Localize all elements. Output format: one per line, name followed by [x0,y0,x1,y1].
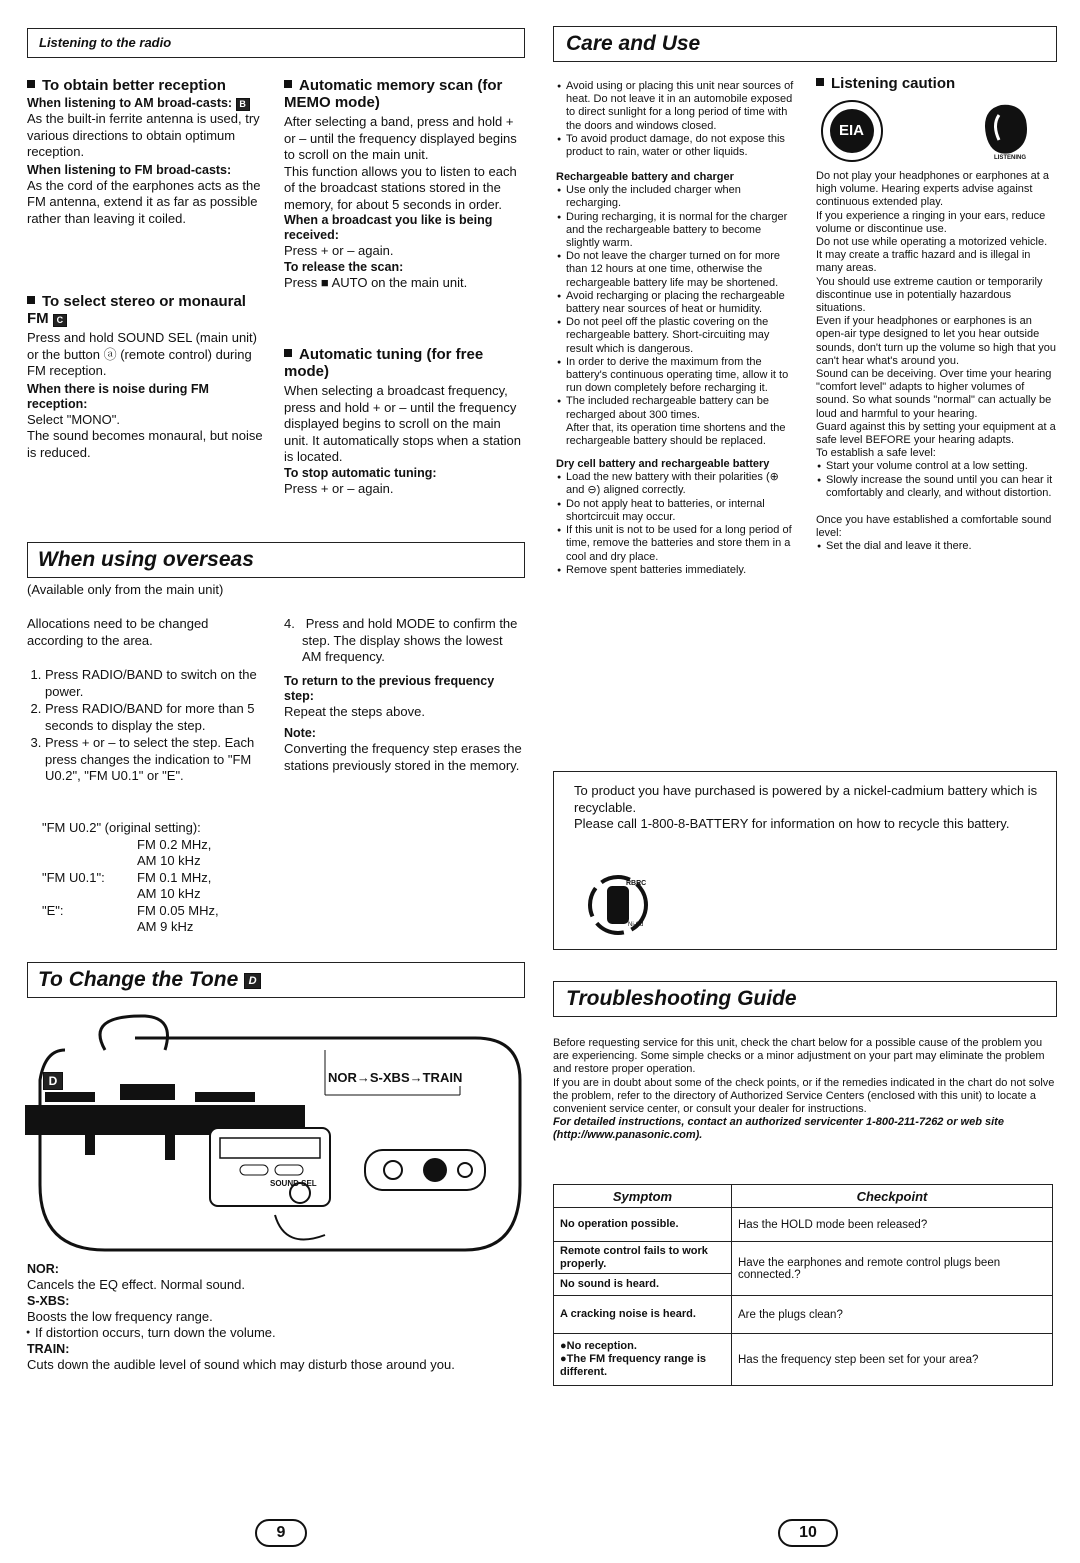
mark-d-icon: D [244,973,261,989]
battery-bullet: ● Avoid recharging or placing the rechargeable battery near sources of heat or humidity. [566,290,794,316]
tone-text [27,1262,527,1373]
rbrc-label: RBRC [626,880,647,887]
setting-am: AM 10 kHz [137,853,201,868]
overseas-right: 4. Press and hold MODE to confirm the step. The display shows the lowest AM frequency. To return to the previous frequency step: Repeat the steps above. Note: Converting the frequency step erases the stations previously stored in the memory. [284,616,522,773]
tone-sequence: NOR→S-XBS→TRAIN [328,1070,463,1085]
am-heading: When listening to AM broad-casts: [27,96,233,110]
setting-label: "FM U0.2" (original setting): [42,820,201,835]
caution-title: Listening caution [831,75,956,92]
battery-bullet: ● In order to derive the maximum from the battery's continuous operating time, allow it to run down completely before recharging it. [566,356,794,396]
trouble-header: Troubleshooting Guide [566,987,797,1010]
sxbs-label: S-XBS: [27,1293,70,1308]
mark-c-icon: C [53,314,67,327]
step-item: 3. Press + or – to select the step. Each press changes the indication to "FM U0.2", "FM U0.1" or "E". [45,735,265,785]
step-settings [42,820,267,936]
page-number-9: 9 [255,1519,307,1547]
care-bullet: ● Avoid using or placing this unit near sources of heat. Do not leave it in an automobile exposed to direct sunlight for a long period of time with the doors and windows closed. [566,80,794,133]
trouble-intro2: If you are in doubt about some of the check points, or if the remedies indicated in the chart do not solve the problem, refer to the directory of Authorized Service Centers (enclosed with this unit) to locate a convenient service center, or consult your dealer for instructions. [553,1076,1055,1116]
caution-para: Sound can be deceiving. Over time your hearing "comfort level" adapts to higher volumes of sound. So what sounds "normal" can actually be loud and harmful to your hearing. [816,368,1052,420]
like-heading: When a broadcast you like is being received: [284,213,493,242]
care-column [556,80,794,577]
nicd-label: Ni-Cd [628,922,644,928]
dry-bullet: ● Remove spent batteries immediately. [566,564,794,577]
caution-para: Do not play your headphones or earphones at a high volume. Hearing experts advise against continuous extended play. [816,170,1049,209]
sxbs-text: Boosts the low frequency range. [27,1308,213,1324]
battery-bullet: ● Do not peel off the plastic covering on the rechargeable battery. Short-circuiting may result which is dangerous. [566,316,794,356]
care-bullet: ● To avoid product damage, do not expose this product to rain, water or other liquids. [566,133,794,159]
setting-label: "E": [42,902,64,918]
trouble-intro1: Before requesting service for this unit, check the chart below for a possible cause of the problem you are experiencing. Some simple checks or a minor adjustment on your part may eliminate the problem and restore proper operation. [553,1037,1045,1076]
am-text: As the built-in ferrite antenna is used, try various directions to obtain optimum reception. [27,111,260,159]
fm-text: As the cord of the earphones acts as the FM antenna, extend it as far as possible rather than leaving it coiled. [27,177,261,226]
established-text: Once you have established a comfortable sound level: [816,514,1052,540]
nor-text: Cancels the EQ effect. Normal sound. [27,1277,245,1292]
diagram-mark-d-icon: D [43,1072,63,1090]
sxbs-bullet: ● If distortion occurs, turn down the volume. [35,1325,527,1342]
setting-fm: FM 0.2 MHz, [137,836,212,852]
note-heading: Note: [284,726,316,740]
memo-text1: After selecting a band, press and hold + or – until the frequency displayed begins to scroll on the main unit. [284,114,517,162]
dry-heading: Dry cell battery and rechargeable battery [556,458,770,471]
symptom-cell: A cracking noise is heard. [554,1296,732,1334]
caution-para: Do not use while operating a motorized vehicle. It may create a traffic hazard and is illegal in many areas. [816,236,1048,275]
reception-section [27,77,263,227]
dry-bullet: ● Do not apply heat to batteries, or internal shortcircuit may occur. [566,498,794,524]
listening-logo: LISTENING [994,155,1027,161]
caution-para: You should use extreme caution or temporarily discontinue use in potentially hazardous situations. [816,275,1043,315]
memo-text2: This function allows you to listen to each of the broadcast stations stored in the memory, for about 5 seconds in order. [284,163,517,212]
overseas-steps [27,667,265,786]
noise-heading: When there is noise during FM reception: [27,381,209,411]
rbrc-logo [582,872,654,938]
like-text: Press + or – again. [284,243,394,258]
caution-section [816,75,1056,92]
battery-bullet: ● Do not leave the charger turned on for more than 12 hours at one time, otherwise the rechargeable battery life may be shortened. [566,250,794,290]
caution-para: Guard against this by setting your equipment at a safe level BEFORE your hearing adapts. [816,420,1056,447]
note-text: Converting the frequency step erases the stations previously stored in the memory. [284,741,522,773]
symptom-cell: No operation possible. [554,1208,732,1242]
stop-heading: To stop automatic tuning: [284,465,437,480]
tuning-section [284,346,522,497]
stop-text: Press + or – again. [284,480,394,496]
release-heading: To release the scan: [284,259,404,274]
caution-text [816,170,1056,554]
setting-am: AM 9 kHz [137,919,194,934]
noise-text2: The sound becomes monaural, but noise is reduced. [27,428,263,460]
established-bullet: ● Set the dial and leave it there. [826,540,1056,553]
bullet-square-icon [27,80,35,88]
memo-title: Automatic memory scan (for MEMO mode) [284,77,503,111]
eia-logo: EIA [839,122,865,139]
bullet-square-icon [27,296,35,304]
level-bullet: ● Slowly increase the sound until you can hear it comfortably and clearly, and without distortion. [826,474,1056,500]
symptom-cell: Remote control fails to work properly. [554,1242,732,1274]
tuning-title: Automatic tuning (for free mode) [284,346,484,380]
trouble-table [553,1184,1053,1386]
bullet-square-icon [816,78,824,86]
trouble-intro3: For detailed instructions, contact an authorized servicenter 1-800-211-7262 or web site (http://www.panasonic.com). [553,1116,1004,1142]
reception-title: To obtain better reception [42,77,226,94]
col-checkpoint: Checkpoint [732,1185,1053,1208]
mark-b-icon: B [236,98,250,111]
caution-logos [816,95,1056,165]
stereo-text: Press and hold SOUND SEL (main unit) or the button ⓐ (remote control) during FM reception. [27,330,258,378]
dry-bullet: ● If this unit is not to be used for a long period of time, remove the batteries and store them in a cool and dry place. [566,524,794,564]
tone-header: To Change the Tone [38,968,239,991]
radio-header-box [27,28,525,58]
care-header: Care and Use [566,32,701,55]
bullet-square-icon [284,80,292,88]
page-number-10: 10 [778,1519,838,1547]
radio-header: Listening to the radio [39,35,172,50]
stereo-title: To select stereo or monaural FM [27,293,246,327]
sound-sel-label: SOUND SEL [270,1179,317,1188]
tone-diagram-illustration [25,1010,525,1260]
return-text: Repeat the steps above. [284,703,425,719]
trouble-intro [553,1037,1056,1143]
setting-fm: FM 0.1 MHz, [137,869,212,885]
check-cell: Has the HOLD mode been released? [732,1208,1053,1242]
battery-bullet: ● During recharging, it is normal for the charger and the rechargeable battery to become slightly warm. [566,211,794,251]
return-heading: To return to the previous frequency step: [284,673,495,703]
overseas-header: When using overseas [38,548,254,571]
symptom-cell-2: ●The FM frequency range is different. [560,1353,707,1378]
recycle-text1: To product you have purchased is powered by a nickel-cadmium battery which is recyclable. [574,783,1038,815]
release-text: Press ■ AUTO on the main unit. [284,274,468,290]
check-cell: Has the frequency step been set for your area? [732,1334,1053,1386]
battery-bullet: ● The included rechargeable battery can be recharged about 300 times. [566,395,794,421]
stereo-section [27,293,263,461]
tone-header-box [27,962,525,998]
battery-after: After that, its operation time shortens and the rechargeable battery should be replaced. [566,421,786,448]
step-item: 2. Press RADIO/BAND for more than 5 seconds to display the step. [45,701,265,734]
caution-para: If you experience a ringing in your ears, reduce volume or discontinue use. [816,209,1046,235]
setting-fm: FM 0.05 MHz, [137,902,219,918]
tuning-text: When selecting a broadcast frequency, press and hold + or – until the frequency displayed begins to scroll on the main unit. It automatically stops when a station is located. [284,383,522,464]
recycle-text2: Please call 1-800-8-BATTERY for information on how to recycle this battery. [574,816,1010,831]
symptom-cell: ●No reception. [560,1340,637,1352]
bullet-square-icon [284,349,292,357]
col-symptom: Symptom [554,1185,732,1208]
train-text: Cuts down the audible level of sound which may disturb those around you. [27,1356,455,1372]
battery-heading: Rechargeable battery and charger [556,171,734,184]
step-item: 1. Press RADIO/BAND to switch on the power. [45,667,265,700]
care-header-box [553,26,1057,62]
setting-label: "FM U0.1": [42,869,105,885]
step-4: Press and hold MODE to confirm the step. The display shows the lowest AM frequency. [302,616,518,664]
setting-am: AM 10 kHz [137,886,201,901]
tone-diagram [25,1010,525,1260]
battery-bullet: ● Use only the included charger when recharging. [566,184,794,210]
overseas-available: (Available only from the main unit) [27,582,224,597]
trouble-header-box [553,981,1057,1017]
caution-para: To establish a safe level: [816,447,936,460]
caution-para: Even if your headphones or earphones is an open-air type designed to let you hear outside sounds, don't turn up the volume so high that you can't hear what's around you. [816,315,1056,367]
symptom-cell: No sound is heard. [554,1274,732,1296]
check-cell: Are the plugs clean? [732,1296,1053,1334]
fm-heading: When listening to FM broad-casts: [27,162,232,177]
dry-bullet: ● Load the new battery with their polarities (⊕ and ⊖) aligned correctly. [566,471,794,497]
train-label: TRAIN: [27,1341,70,1356]
overseas-intro: Allocations need to be changed according to the area. [27,616,209,648]
memo-section [284,77,522,291]
noise-text1: Select "MONO". [27,411,121,427]
recycle-box [553,771,1057,950]
check-cell: Have the earphones and remote control plugs been connected.? [732,1242,1053,1296]
overseas-header-box [27,542,525,578]
nor-label: NOR: [27,1262,59,1276]
level-bullet: ● Start your volume control at a low setting. [826,460,1056,473]
